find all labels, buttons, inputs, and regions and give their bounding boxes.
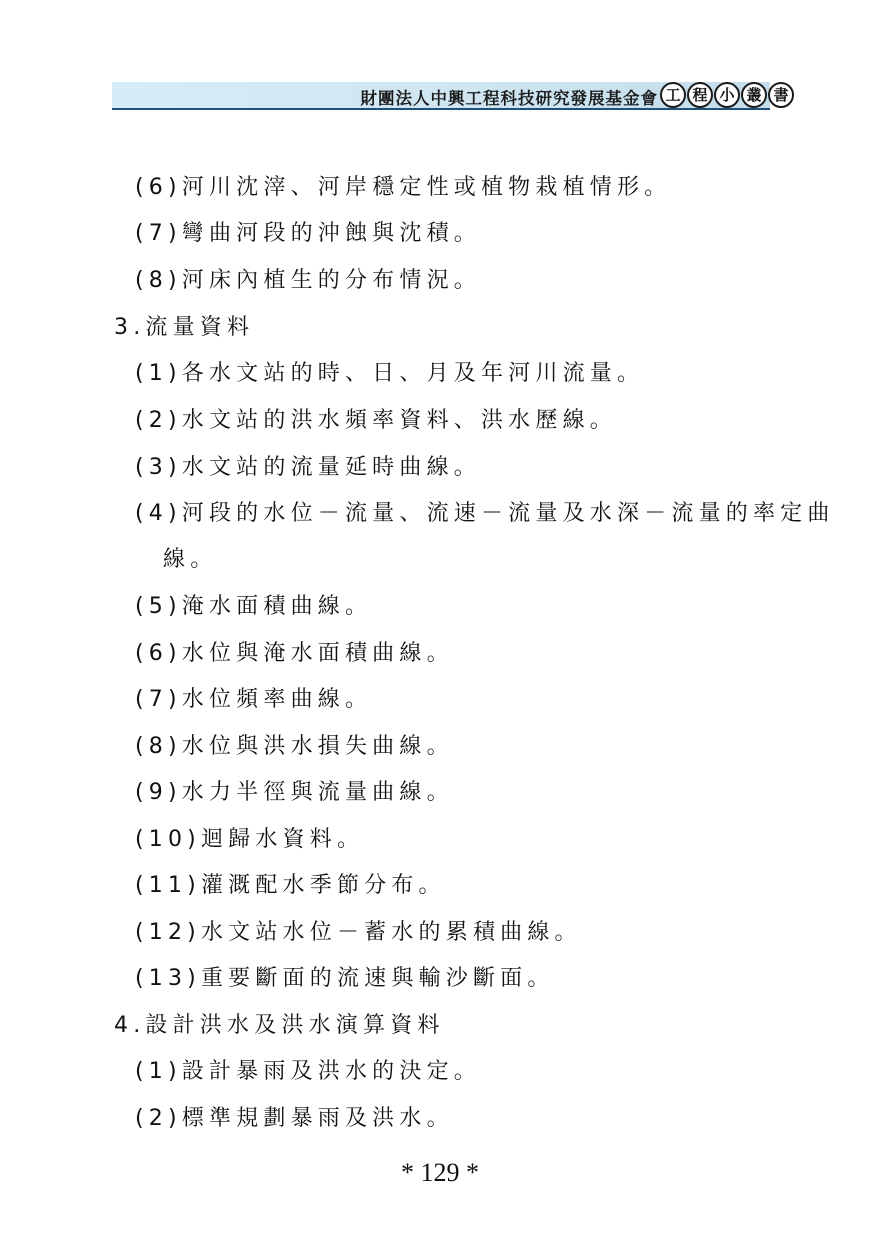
list-item: (13)重要斷面的流速與輸沙斷面。 [135,966,555,991]
list-item: (9)水力半徑與流量曲線。 [135,780,454,805]
series-badge: 書 [768,82,794,108]
header-org-name: 財團法人中興工程科技研究發展基金會 [360,89,658,108]
list-item: (6)水位與淹水面積曲線。 [135,641,454,666]
list-item: (10)迴歸水資料。 [135,827,365,852]
series-badges [660,82,794,108]
list-item: (8)水位與洪水損失曲線。 [135,734,454,759]
section-heading: 4.設計洪水及洪水演算資料 [114,1013,445,1038]
list-item: (11)灌溉配水季節分布。 [135,873,446,898]
list-item: (3)水文站的流量延時曲線。 [135,455,481,480]
list-item: (12)水文站水位－蓄水的累積曲線。 [135,920,582,945]
page-number: * 129 * [401,1158,479,1187]
list-item: (8)河床內植生的分布情況。 [135,268,481,293]
series-badge: 程 [687,82,713,108]
list-item-continuation: 線。 [163,547,218,572]
series-badge: 工 [660,82,686,108]
list-item: (4)河段的水位－流量、流速－流量及水深－流量的率定曲 [135,501,835,526]
list-item: (7)彎曲河段的沖蝕與沈積。 [135,221,481,246]
series-badge: 小 [714,82,740,108]
list-item: (6)河川沈滓、河岸穩定性或植物栽植情形。 [135,175,672,200]
series-badge: 叢 [741,82,767,108]
list-item: (1)設計暴雨及洪水的決定。 [135,1059,481,1084]
list-item: (1)各水文站的時、日、月及年河川流量。 [135,361,645,386]
list-item: (2)水文站的洪水頻率資料、洪水歷線。 [135,408,617,433]
list-item: (7)水位頻率曲線。 [135,687,373,712]
list-item: (2)標準規劃暴雨及洪水。 [135,1106,454,1131]
section-heading: 3.流量資料 [114,315,255,340]
list-item: (5)淹水面積曲線。 [135,594,373,619]
